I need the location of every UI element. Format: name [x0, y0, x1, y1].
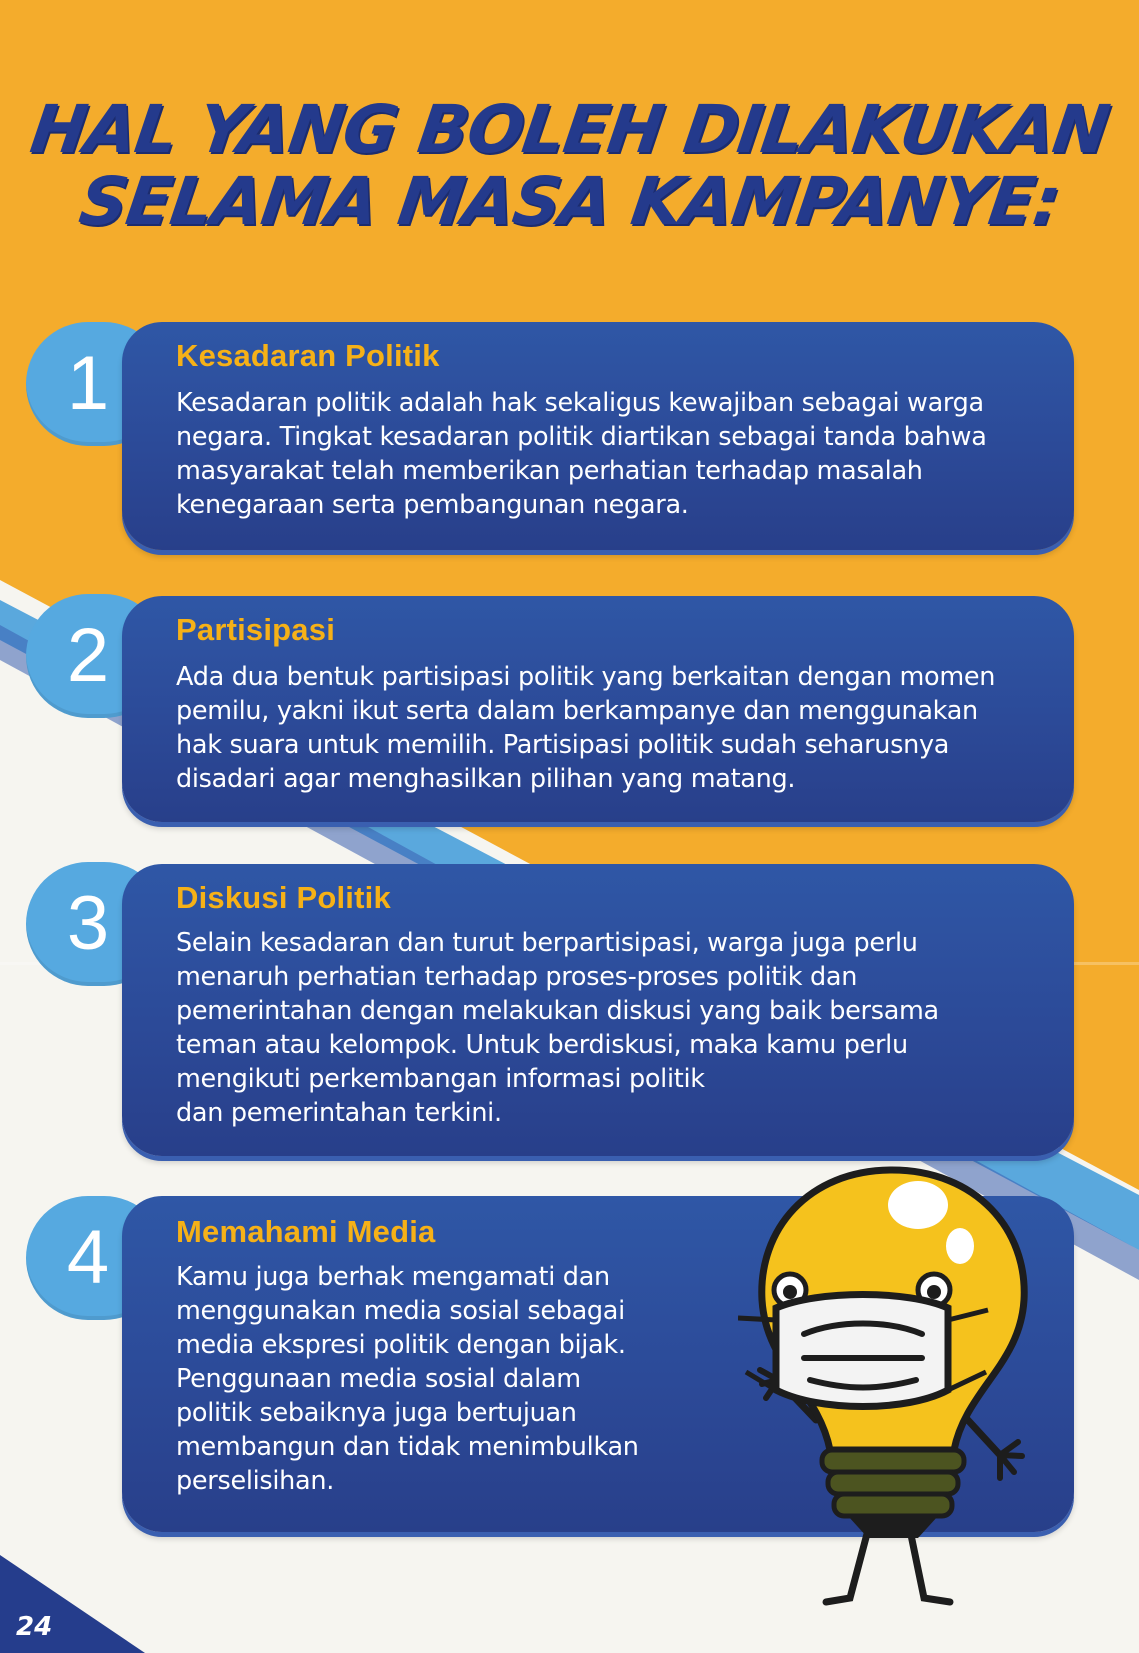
- item-1-title: Kesadaran Politik: [176, 338, 440, 373]
- item-4-line: politik sebaiknya juga bertujuan: [176, 1398, 577, 1428]
- item-4-line: media ekspresi politik dengan bijak.: [176, 1330, 626, 1360]
- item-3-line: mengikuti perkembangan informasi politik: [176, 1064, 705, 1094]
- item-1-line: masyarakat telah memberikan perhatian terhadap masalah: [176, 456, 923, 486]
- item-4-line: Kamu juga berhak mengamati dan: [176, 1262, 610, 1292]
- item-3-title: Diskusi Politik: [176, 880, 391, 915]
- item-1-line: negara. Tingkat kesadaran politik diartikan sebagai tanda bahwa: [176, 422, 987, 452]
- item-4-number: 4: [66, 1215, 110, 1300]
- item-2-line: disadari agar menghasilkan pilihan yang matang.: [176, 764, 796, 794]
- item-4-title: Memahami Media: [176, 1214, 436, 1249]
- item-3-line: menaruh perhatian terhadap proses-proses politik dan: [176, 962, 858, 992]
- page-title-line-1: HAL YANG BOLEH DILAKUKAN: [25, 91, 1114, 168]
- item-2-number: 2: [66, 613, 110, 698]
- item-1-line: Kesadaran politik adalah hak sekaligus kewajiban sebagai warga: [176, 388, 984, 418]
- item-4-line: membangun dan tidak menimbulkan: [176, 1432, 639, 1462]
- item-2-line: hak suara untuk memilih. Partisipasi politik sudah seharusnya: [176, 730, 950, 760]
- item-3-line: Selain kesadaran dan turut berpartisipasi, warga juga perlu: [176, 928, 918, 958]
- item-2-line: pemilu, yakni ikut serta dalam berkampanye dan menggunakan: [176, 696, 978, 726]
- lightbulb-mascot-icon: [738, 1150, 1058, 1620]
- item-1-number: 1: [66, 341, 110, 426]
- page-title-line-2: SELAMA MASA KAMPANYE:: [74, 163, 1065, 240]
- item-1-line: kenegaraan serta pembangunan negara.: [176, 490, 689, 520]
- item-4-line: menggunakan media sosial sebagai: [176, 1296, 625, 1326]
- item-4-line: Penggunaan media sosial dalam: [176, 1364, 581, 1394]
- item-2-title: Partisipasi: [176, 612, 336, 647]
- item-3-number: 3: [66, 881, 110, 966]
- item-4-line: perselisihan.: [176, 1466, 335, 1496]
- item-3-line: pemerintahan dengan melakukan diskusi yang baik bersama: [176, 996, 939, 1026]
- item-2-line: Ada dua bentuk partisipasi politik yang berkaitan dengan momen: [176, 662, 996, 692]
- item-1-text: [176, 386, 987, 522]
- item-3-text: [176, 926, 939, 1130]
- item-4-text: [176, 1260, 639, 1498]
- page-number: 24: [16, 1612, 53, 1642]
- item-3-line: dan pemerintahan terkini.: [176, 1098, 502, 1128]
- item-2-text: [176, 660, 995, 796]
- item-3-line: teman atau kelompok. Untuk berdiskusi, maka kamu perlu: [176, 1030, 908, 1060]
